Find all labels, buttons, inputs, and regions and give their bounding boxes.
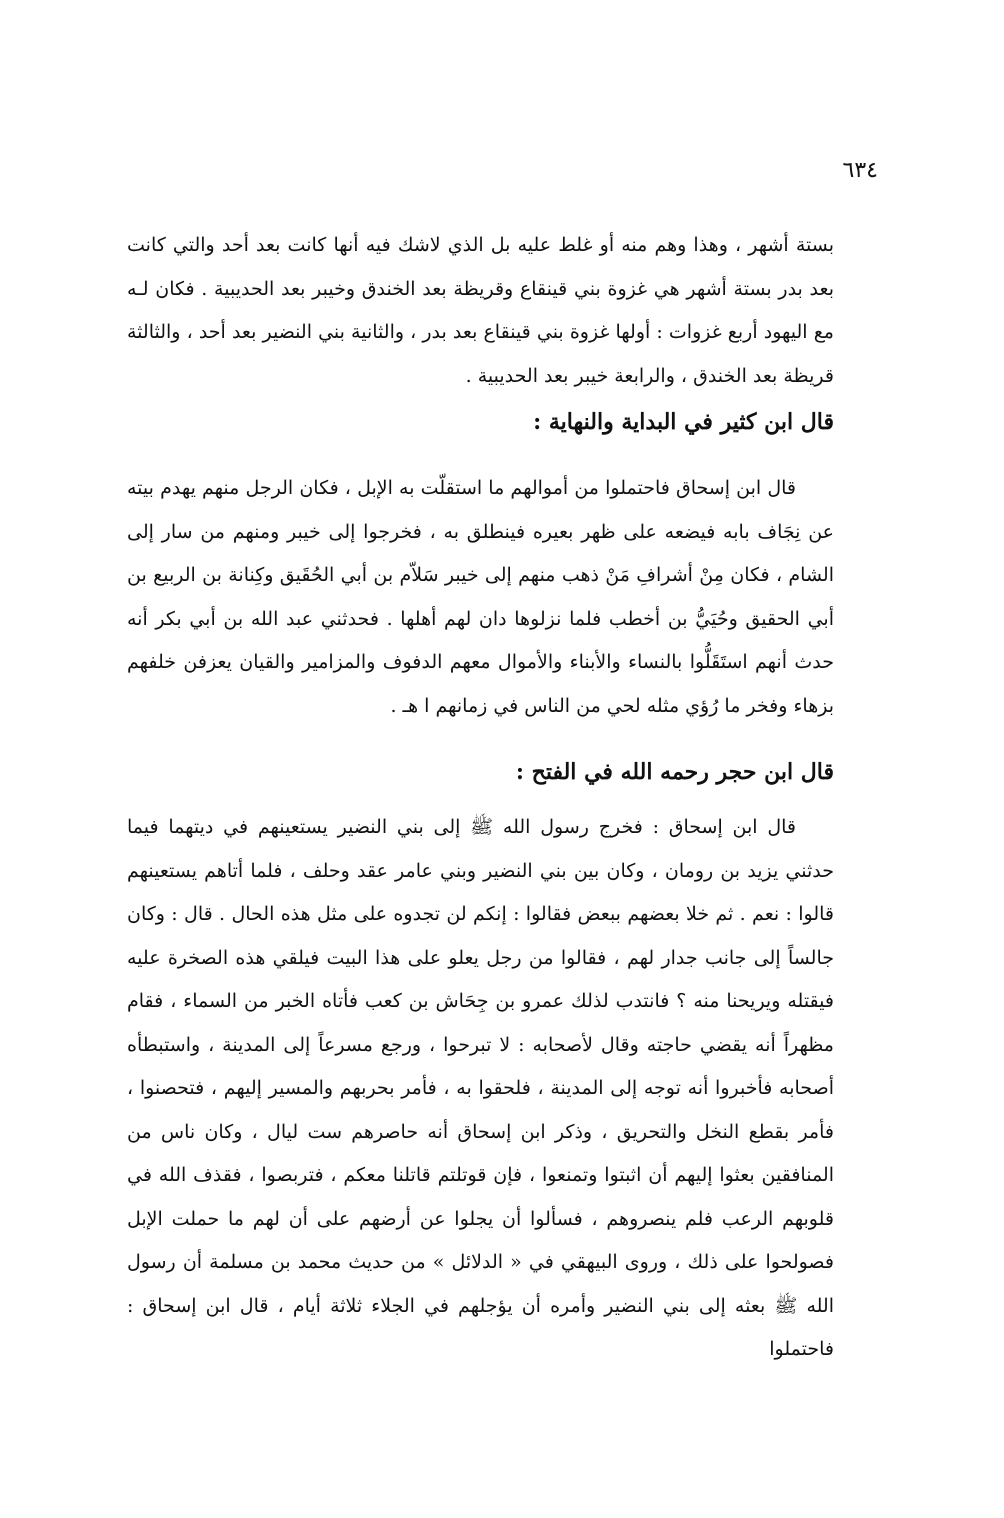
paragraph-text: قال ابن إسحاق : فخرج رسول الله ﷺ إلى بني النضير يستعينهم في ديتهما فيما حدثني يزيد بن رومان ، وكان بين بني النضير وبني عامر عقد وحلف ، فلما أتاهم يستعينهم قالوا : نعم . ثم خلا بعضهم ببعض فقالوا : إنكم لن تجدوه على مثل هذه الحال . قال : وكان جالساً إلى جانب جدار لهم ، فقالوا من رجل يعلو على هذا البيت فيلقي هذه الصخرة عليه فيقتله ويريحنا منه ؟ فانتدب لذلك عمرو بن جِحَاش بن كعب فأتاه الخبر من السماء ، فقام مظهراً أنه يقضي حاجته وقال لأصحابه : لا تبرحوا ، ورجع مسرعاً إلى المدينة ، واستبطأه أصحابه فأخبروا أنه توجه إلى المدينة ، فلحقوا به ، فأمر بحربهم والمسير إليهم ، فتحصنوا ، فأمر بقطع النخل والتحريق ، وذكر ابن إسحاق أنه حاصرهم ست ليال ، وكان ناس من المنافقين بعثوا إليهم أن اثبتوا وتمنعوا ، فإن قوتلتم قاتلنا معكم ، فتربصوا ، فقذف الله في قلوبهم الرعب فلم ينصروهم ، فسألوا أن يجلوا عن أرضهم على أن لهم ما حملت الإبل فصولحوا على ذلك ، وروى البيهقي في « الدلائل » من حديث محمد بن مسلمة أن رسول الله ﷺ بعثه إلى بني النضير وأمره أن يؤجلهم في الجلاء ثلاثة أيام ، قال ابن إسحاق : فاحتملوا bbox=[127, 816, 834, 1360]
paragraph-ghazawat bbox=[127, 224, 834, 398]
paragraph-ibn-hajar-quote bbox=[127, 806, 834, 1372]
section-heading: قال ابن حجر رحمه الله في الفتح : bbox=[515, 759, 834, 785]
paragraph-text: قال ابن إسحاق فاحتملوا من أموالهم ما استقلّت به الإبل ، فكان الرجل منهم يهدم بيته عن نِجَاف بابه فيضعه على ظهر بعيره فينطلق به ، فخرجوا إلى خيبر ومنهم من سار إلى الشام ، فكان مِنْ أشرافِ مَنْ ذهب منهم إلى خيبر سَلاّم بن أبي الحُقَيق وكِنانة بن الربيع بن أبي الحقيق وحُيَيُّ بن أخطب فلما نزلوها دان لهم أهلها . فحدثني عبد الله بن أبي بكر أنه حدث أنهم استَقَلُّوا بالنساء والأبناء والأموال معهم الدفوف والمزامير والقيان يعزفن خلفهم بزهاء وفخر ما رُؤي مثله لحي من الناس في زمانهم ا هـ . bbox=[127, 477, 834, 717]
paragraph-text: بستة أشهر ، وهذا وهم منه أو غلط عليه بل الذي لاشك فيه أنها كانت بعد أحد والتي كانت بعد بدر بستة أشهر هي غزوة بني قينقاع وقريظة بعد الخندق وخيبر بعد الحديبية . فكان لـه مع اليهود أربع غزوات : أولها غزوة بني قينقاع بعد بدر ، والثانية بني النضير بعد أحد ، والثالثة قريظة بعد الخندق ، والرابعة خيبر بعد الحديبية . bbox=[127, 234, 834, 387]
page-number: ٦٣٤ bbox=[842, 158, 878, 183]
heading-ibn-kathir bbox=[127, 402, 834, 442]
heading-ibn-hajar bbox=[127, 752, 834, 792]
section-heading: قال ابن كثير في البداية والنهاية : bbox=[533, 409, 834, 435]
paragraph-ibn-kathir-quote bbox=[127, 467, 834, 728]
